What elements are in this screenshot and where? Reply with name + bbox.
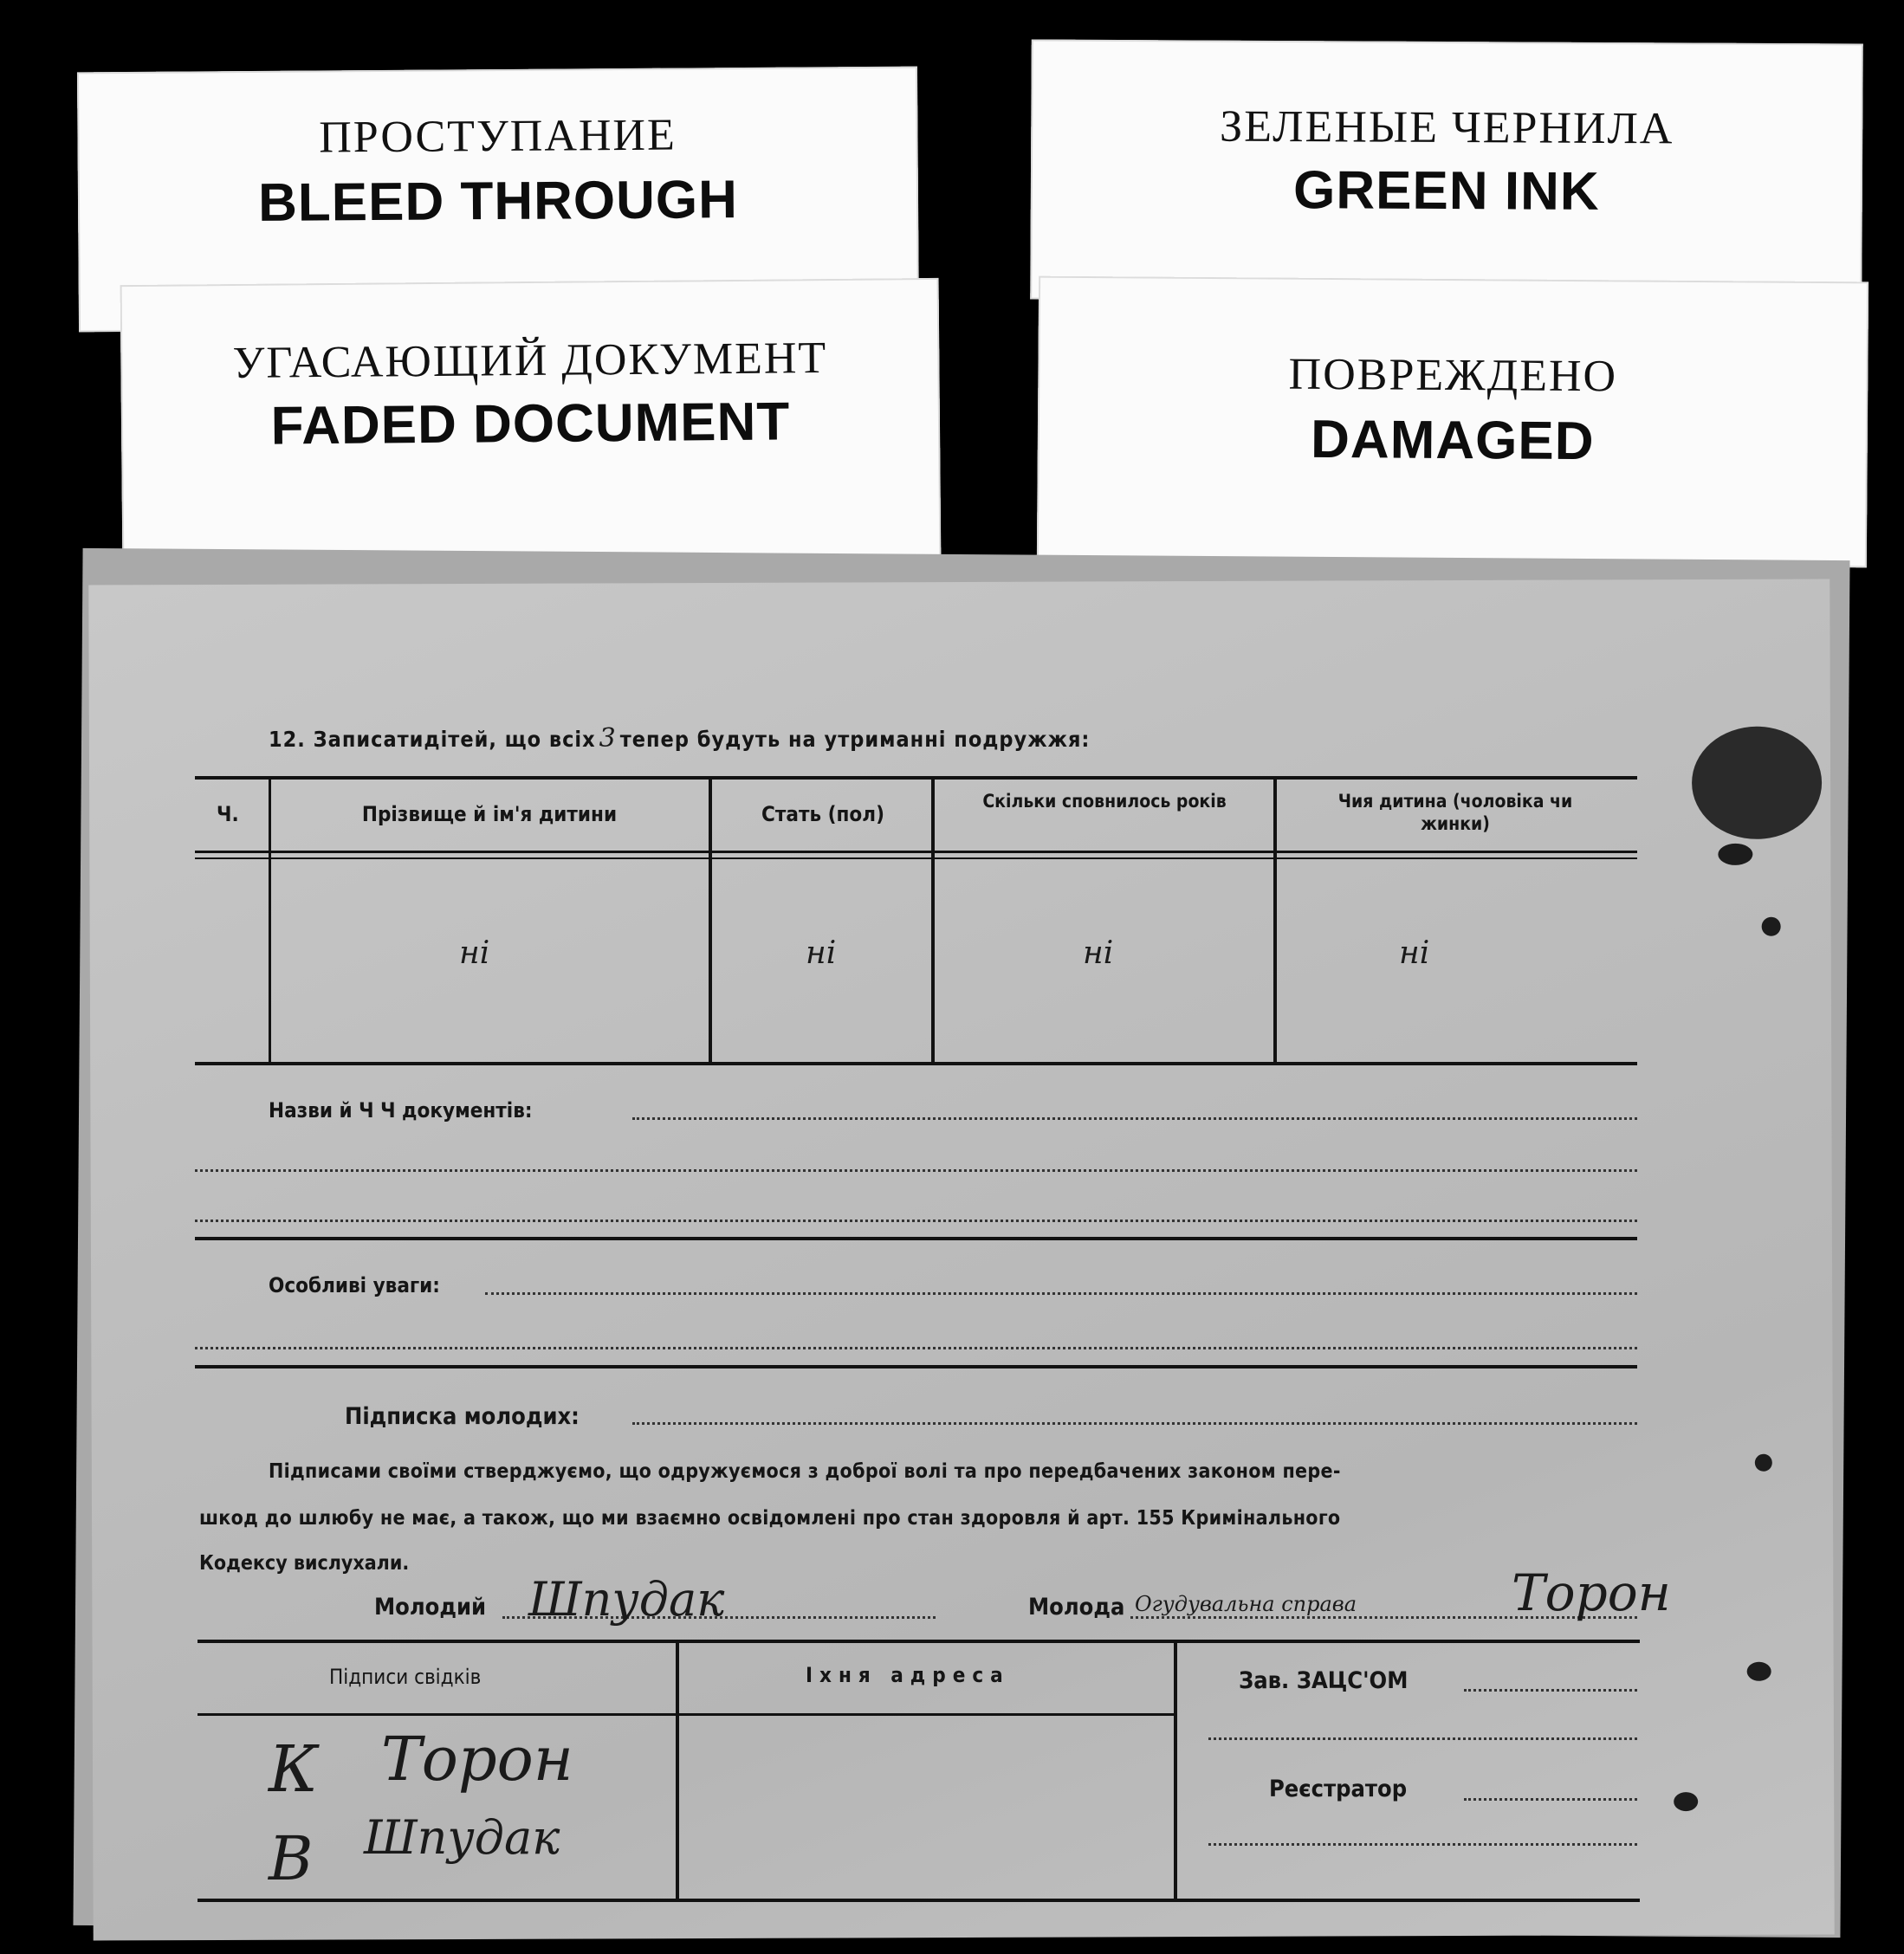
groom-signature: Шпудак — [528, 1572, 725, 1627]
table-header-number: Ч. — [217, 802, 239, 826]
documents-rule — [195, 1237, 1637, 1240]
ink-stain — [1747, 1662, 1771, 1681]
witness-header: Підписи свідків — [329, 1665, 482, 1689]
remarks-line — [485, 1292, 1637, 1295]
table-dash-mark: ні — [459, 935, 490, 971]
documents-label: Назви й Ч Ч документів: — [269, 1098, 533, 1123]
documents-line — [632, 1117, 1637, 1120]
ink-stain — [1762, 917, 1781, 936]
ink-stain — [1674, 1792, 1698, 1811]
remarks-line — [195, 1347, 1637, 1349]
ink-stain — [1755, 1454, 1772, 1472]
green-ink-en: GREEN INK — [1292, 160, 1600, 222]
witness-1-initial: К — [269, 1732, 319, 1807]
groom-label: Молодий — [374, 1594, 487, 1621]
registrar-line — [1464, 1798, 1637, 1801]
damaged-en: DAMAGED — [1310, 409, 1595, 472]
faded-document-en: FADED DOCUMENT — [270, 391, 791, 456]
witness-header-rule — [198, 1713, 1174, 1716]
table-header-age: Скільки сповнилось років — [982, 791, 1227, 812]
green-ink-ru: ЗЕЛЕНЫЕ ЧЕРНИЛА — [1219, 101, 1674, 154]
marriage-record-sheet — [88, 579, 1834, 1940]
table-col-divider — [709, 778, 712, 1064]
documents-line — [195, 1169, 1637, 1172]
signature-title: Підписка молодих: — [345, 1403, 580, 1430]
remarks-rule — [195, 1365, 1637, 1368]
ink-stain — [1692, 727, 1822, 840]
declaration-line-2: шкод до шлюбу не має, а також, що ми взаємно освідомлені про стан здоровля й арт. 155 Кримінального — [199, 1507, 1341, 1530]
faded-document-card — [120, 278, 942, 571]
bride-signature: Торон — [1512, 1563, 1671, 1622]
bleed-through-ru: ПРОСТУПАНИЕ — [319, 110, 677, 163]
table-header-rule-2 — [195, 857, 1637, 859]
ink-stain — [1718, 844, 1752, 865]
remarks-label: Особливі уваги: — [269, 1273, 440, 1297]
bride-label: Молода — [1028, 1594, 1125, 1621]
faded-document-ru: УГАСАЮЩИЙ ДОКУМЕНТ — [232, 333, 828, 388]
bleed-through-en: BLEED THROUGH — [257, 170, 739, 233]
table-dash-mark: ні — [1083, 935, 1114, 971]
green-ink-card — [1030, 39, 1863, 303]
damaged-ru: ПОВРЕЖДЕНО — [1288, 349, 1618, 402]
registrar-line — [1208, 1843, 1637, 1846]
table-header-child-name: Прізвище й ім'я дитини — [361, 802, 618, 826]
signature-line — [632, 1422, 1637, 1425]
table-top-rule — [195, 776, 1637, 780]
table-header-parent: Чия дитина (чоловіка чи жинки) — [1337, 791, 1573, 834]
witness-col-divider — [1174, 1641, 1177, 1901]
address-header: Іхня адреса — [806, 1663, 1010, 1687]
documents-line — [195, 1220, 1637, 1222]
witness-2-signature: Шпудак — [364, 1810, 560, 1865]
registrar-label: Реєстратор — [1269, 1776, 1408, 1802]
declaration-line-1: Підписами своїми стверджуємо, що одружуємося з доброї волі та про передбачених законом пере- — [269, 1460, 1341, 1483]
head-line — [1464, 1689, 1637, 1692]
table-dash-mark: ні — [1399, 935, 1430, 971]
damaged-card — [1037, 276, 1868, 568]
section-12-title: 12. Записатидітей, що всіх 3 тепер будуть на утриманні подружжя: — [269, 723, 1091, 754]
table-col-divider — [1273, 778, 1277, 1064]
witness-1-signature: Торон — [381, 1724, 573, 1795]
witness-top-rule — [198, 1640, 1640, 1643]
witness-col-divider — [676, 1641, 679, 1901]
head-label: Зав. ЗАЦС'ОМ — [1239, 1667, 1409, 1694]
table-header-rule — [195, 851, 1637, 853]
table-bottom-rule — [195, 1062, 1637, 1065]
table-header-sex: Стать (пол) — [761, 802, 884, 826]
declaration-line-3: Кодексу вислухали. — [199, 1552, 410, 1575]
bride-signature-small: Огудувальна справа — [1135, 1592, 1357, 1616]
witness-bottom-rule — [198, 1899, 1640, 1902]
table-dash-mark: ні — [806, 935, 837, 971]
table-col-divider — [269, 778, 271, 1064]
children-count-hand: 3 — [599, 723, 617, 754]
witness-2-initial: В — [269, 1823, 314, 1894]
table-col-divider — [931, 778, 935, 1064]
head-line — [1208, 1737, 1637, 1740]
